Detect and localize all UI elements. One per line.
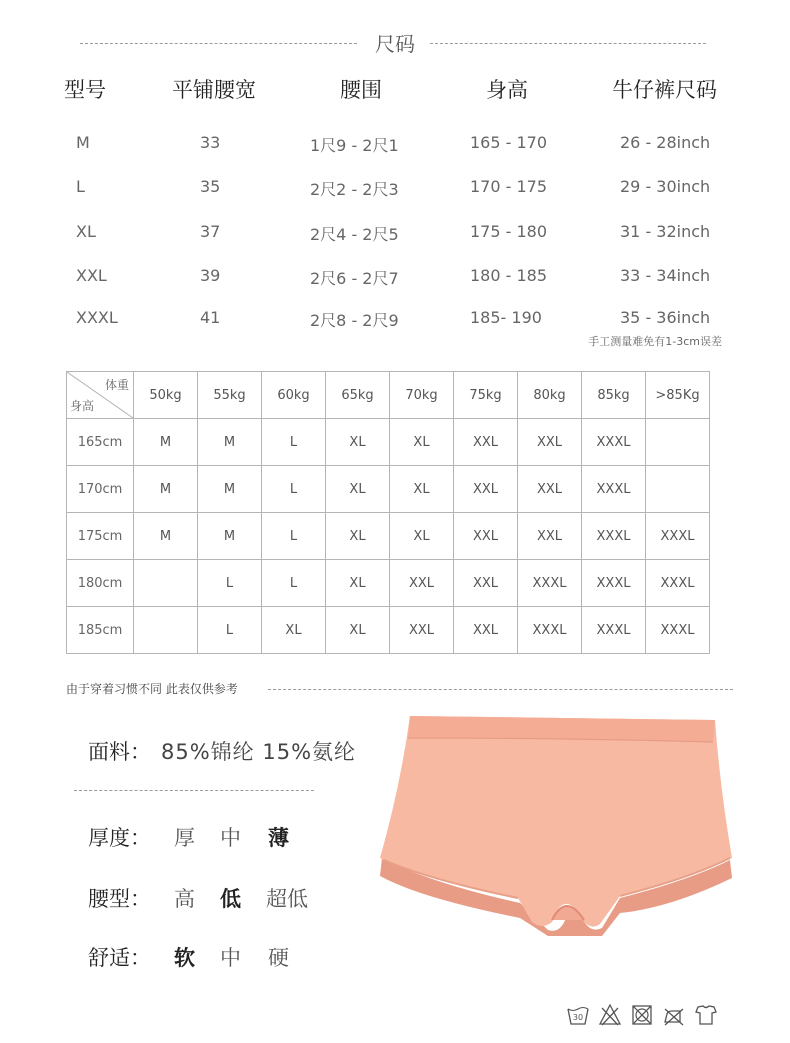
size-row-3-waistline: 2尺4 - 2尺5 [310,225,399,244]
size-row-1-height: 165 - 170 [470,133,548,152]
fabric-row [88,736,356,766]
size-row-2-model: L [76,177,85,196]
hang-dry-icon [694,1003,718,1027]
size-cell: XXXL [646,560,710,607]
size-cell: L [262,560,326,607]
size-cell: L [262,419,326,466]
header-flat-waist: 平铺腰宽 [172,78,256,102]
grid-row [67,466,710,513]
size-cell: XXXL [582,466,646,513]
corner-height-label: 身高 [70,399,95,413]
weight-header-cell: 70kg [390,372,454,419]
weight-header-cell: 60kg [262,372,326,419]
size-cell: XL [326,419,390,466]
header-jeans-size: 牛仔裤尺码 [612,78,717,102]
size-cell: XL [390,466,454,513]
size-cell: XXXL [646,513,710,560]
size-cell: M [198,466,262,513]
size-cell: XL [326,607,390,654]
size-cell: L [198,560,262,607]
weight-header-cell: >85Kg [646,372,710,419]
size-row-1-waistline: 1尺9 - 2尺1 [310,136,399,155]
size-cell: XL [390,513,454,560]
thickness-label: 厚度： [88,826,151,850]
grid-row [67,419,710,466]
no-tumble-dry-icon [630,1003,654,1027]
size-cell: L [262,513,326,560]
comfort-label: 舒适： [88,946,151,970]
height-header-cell: 180cm [67,560,134,607]
corner-weight-label: 体重 [104,378,129,392]
size-cell: XXXL [518,560,582,607]
size-chart-table [66,371,710,654]
weight-header-cell: 80kg [518,372,582,419]
size-cell: M [134,513,198,560]
size-cell: XXL [518,419,582,466]
height-header-cell: 185cm [67,607,134,654]
size-cell: M [134,419,198,466]
size-row-1-model: M [76,133,90,152]
waist-option-high: 高 [174,887,195,911]
comfort-option-medium: 中 [220,946,241,970]
height-header-cell: 170cm [67,466,134,513]
comfort-option-hard: 硬 [268,946,289,970]
grid-row [67,607,710,654]
size-row-5-model: XXXL [76,308,118,327]
grid-row [67,513,710,560]
grid-corner-cell [67,372,134,419]
size-cell: XL [390,419,454,466]
size-row-2-height: 170 - 175 [470,177,548,196]
size-cell: M [198,513,262,560]
wash-30-icon [566,1003,590,1027]
size-row-5-height: 185- 190 [470,308,542,327]
measure-note: 手工测量难免有1-3cm误差 [588,335,722,348]
weight-header-cell: 55kg [198,372,262,419]
size-cell: XXXL [582,560,646,607]
size-cell [134,607,198,654]
size-row-2-jeans-size: 29 - 30inch [620,177,711,196]
header-model: 型号 [64,78,106,102]
size-row-1-flat-waist: 33 [200,133,221,152]
svg-text:30: 30 [572,1013,584,1022]
header-height: 身高 [486,78,528,102]
waist-type-label: 腰型： [88,887,151,911]
no-bleach-icon [598,1003,622,1027]
size-row-2-waistline: 2尺2 - 2尺3 [310,180,399,199]
size-cell: XXL [454,607,518,654]
size-row-4-waistline: 2尺6 - 2尺7 [310,269,399,288]
size-row-3-model: XL [76,222,96,241]
size-cell: XXXL [518,607,582,654]
size-row-4-flat-waist: 39 [200,266,221,285]
size-cell: XXXL [582,607,646,654]
weight-header-cell: 50kg [134,372,198,419]
height-header-cell: 165cm [67,419,134,466]
size-cell: XL [326,466,390,513]
weight-header-cell: 85kg [582,372,646,419]
size-row-5-jeans-size: 35 - 36inch [620,308,711,327]
size-row-3-height: 175 - 180 [470,222,548,241]
thickness-option-medium: 中 [220,826,241,850]
reference-divider [268,689,733,690]
size-cell: XL [262,607,326,654]
size-cell: M [198,419,262,466]
size-cell: XL [326,560,390,607]
size-row-5-flat-waist: 41 [200,308,221,327]
size-section-title: 尺码 [375,32,415,56]
comfort-option-soft: 软 [174,946,195,970]
size-cell: XXXL [646,607,710,654]
size-cell: XXL [390,607,454,654]
size-cell: XXL [454,513,518,560]
thickness-option-thin: 薄 [268,826,289,850]
waist-option-low: 低 [220,887,241,911]
height-header-cell: 175cm [67,513,134,560]
weight-header-cell: 65kg [326,372,390,419]
size-cell: XXL [454,560,518,607]
size-cell: L [198,607,262,654]
fabric-value: 85%锦纶 15%氨纶 [161,740,357,764]
boxer-briefs-image [370,708,750,938]
size-cell: XL [326,513,390,560]
thickness-option-thick: 厚 [174,826,195,850]
size-row-2-flat-waist: 35 [200,177,221,196]
size-cell: XXL [518,466,582,513]
no-iron-icon [662,1003,686,1027]
size-row-1-jeans-size: 26 - 28inch [620,133,711,152]
header-waistline: 腰围 [340,78,382,102]
size-cell: XXL [390,560,454,607]
size-row-4-model: XXL [76,266,107,285]
size-cell: M [134,466,198,513]
reference-note: 由于穿着习惯不同 此表仅供参考 [66,682,238,696]
weight-header-cell: 75kg [454,372,518,419]
size-cell: XXL [454,466,518,513]
size-row-4-height: 180 - 185 [470,266,548,285]
size-cell: XXL [518,513,582,560]
size-cell [134,560,198,607]
grid-header-row [67,372,710,419]
size-cell: XXXL [582,419,646,466]
size-row-5-waistline: 2尺8 - 2尺9 [310,311,399,330]
size-row-3-jeans-size: 31 - 32inch [620,222,711,241]
fabric-label: 面料： [88,740,151,764]
attr-divider [74,790,314,791]
care-icons [566,1003,718,1027]
grid-row [67,560,710,607]
size-cell: L [262,466,326,513]
size-row-3-flat-waist: 37 [200,222,221,241]
waist-option-ultra-low: 超低 [266,887,308,911]
size-row-4-jeans-size: 33 - 34inch [620,266,711,285]
size-cell: XXXL [582,513,646,560]
size-cell [646,466,710,513]
size-cell: XXL [454,419,518,466]
size-cell [646,419,710,466]
